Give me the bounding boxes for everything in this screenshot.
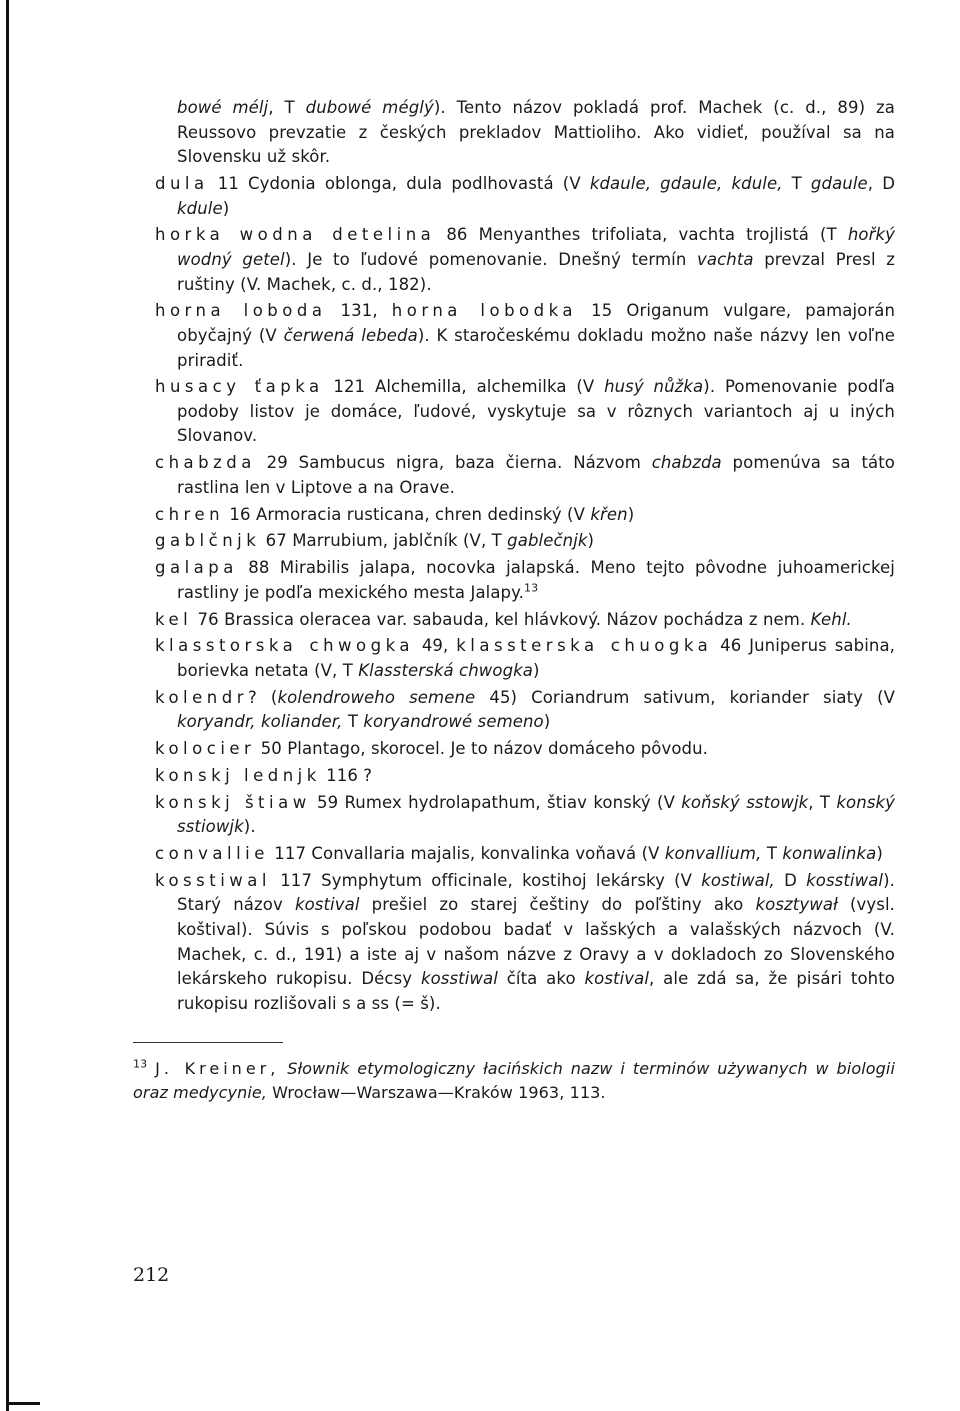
entry-text: 76 Brassica oleracea var. sabauda, kel hlávkový. Názov pochádza z nem. — [192, 609, 811, 629]
entry-text: 86 Menyanthes trifoliata, vachta trojlistá (T — [435, 225, 848, 245]
entry-text: prešiel zo starej češtiny do poľštiny ako — [359, 895, 756, 915]
entry-text: kosstiwal — [806, 870, 884, 890]
page-edge-bar — [6, 0, 9, 1411]
entry-dula — [155, 172, 895, 221]
entry-text: kostiwal, — [701, 870, 775, 890]
entry-headword: kolendr — [155, 687, 249, 707]
entry-text: ). Starý názov — [177, 870, 895, 915]
footnote-marker: 13 — [133, 1058, 148, 1072]
entry-headword: convallie — [155, 844, 269, 864]
entry-text: D — [774, 870, 807, 890]
entry-horka — [155, 223, 895, 297]
entry-text: 59 Rumex hydrolapathum, štiav konský (V — [310, 792, 682, 812]
entry-headword: horna loboda — [155, 301, 327, 321]
entry-text: koryandr, koliander, — [177, 712, 343, 732]
entry-text: ) — [222, 198, 230, 218]
entry-text: 50 Plantago, skorocel. Je to názov domáceho pôvodu. — [255, 739, 709, 759]
entry-text: 121 Alchemilla, alchemilka (V — [323, 377, 605, 397]
entry-text: gablečnjk — [507, 531, 588, 551]
entry-headword: kolocier — [155, 739, 256, 759]
entry-convallie — [155, 842, 895, 867]
entry-kolendr — [155, 686, 895, 735]
entry-headword: husacy ťapka — [155, 377, 324, 397]
entry-text: , T — [268, 98, 306, 117]
entry-text: 117 Symphytum officinale, kostihoj lekársky (V — [271, 870, 702, 890]
entry-konskj_stiaw — [155, 791, 895, 840]
entry-text: pomenúva sa táto rastlina len v Liptove a na Orave. — [177, 453, 895, 497]
footnote-author: J. Kreiner, — [155, 1059, 280, 1079]
entry-kosstiwal — [155, 869, 895, 1017]
entry-text: ). Tento názov pokladá prof. Machek (c. d., 89) za Reussovo prevzatie z českých prekladov Mattioliho. Ako vidieť, používal sa na Slovensku už skôr. — [177, 98, 895, 167]
entry-text: dubowé méglý — [305, 98, 434, 117]
entry-text: 116 ? — [320, 765, 373, 785]
entry-text: ) — [627, 504, 635, 524]
entry-text: ). Pomenovanie podľa podoby listov je domáce, ľudové, vyskytuje sa v rôznych variantoch aj u iných Slovanov. — [177, 377, 895, 446]
entry-text: koryandrowé semeno — [363, 712, 544, 732]
entry-headword: chabzda — [155, 453, 256, 473]
entry-headword: klassterska chuogka — [456, 636, 713, 656]
entry-headword: horna lobodka — [391, 301, 577, 321]
entry-text: 67 Marrubium, jablčník (V, T — [260, 531, 508, 551]
page-edge-corner — [6, 1402, 40, 1405]
entry-gablcnjk — [155, 529, 895, 554]
entry-text: kolendroweho semene — [277, 687, 476, 707]
entry-headword: kel — [155, 609, 193, 629]
entry-text: kosztywał — [755, 895, 838, 915]
entry-galapa — [155, 556, 895, 605]
entry-text: kosstiwal — [420, 969, 498, 989]
page-body — [133, 96, 896, 1105]
entry-text: ) — [543, 712, 551, 732]
entry-klasstorska — [155, 634, 895, 683]
entry-text: čerwená lebeda — [283, 325, 418, 345]
entry-headword: konskj štiaw — [155, 792, 311, 812]
entry-chren — [155, 503, 895, 528]
entry-headword: chren — [155, 504, 225, 524]
entry-text: ). — [243, 817, 256, 837]
entry-headword: konskj lednjk — [155, 765, 321, 785]
entry-text: ? ( — [248, 687, 278, 707]
entry-text: prevzal Presl z ruštiny (V. Machek, c. d., 182). — [177, 249, 895, 294]
entry-text: číta ako — [497, 969, 585, 989]
entry-text: kdule — [177, 198, 223, 218]
entry-text: křen — [590, 504, 628, 524]
entry-text: T — [782, 173, 811, 193]
entry-text: , T — [808, 792, 837, 812]
entry-konskj_lednjk — [155, 764, 895, 789]
entry-kolocier — [155, 737, 895, 762]
entry-text: 45) Coriandrum sativum, koriander siaty (V — [475, 687, 895, 707]
entry-text: kostival — [584, 969, 650, 989]
entry-husacy — [155, 375, 895, 449]
entry-text: Klassterská chwogka — [358, 660, 534, 680]
entry-headword: horka wodna detelina — [155, 225, 436, 245]
footnote-publication: Wrocław—Warszawa—Kraków 1963, 113. — [267, 1083, 606, 1103]
entry-headword: galapa — [155, 558, 238, 578]
entry-text: hořký wodný getel — [177, 225, 895, 269]
footnote-rule — [133, 1042, 283, 1043]
entry-text: ) — [876, 844, 883, 864]
entry-text: ). K staročeskému dokladu možno naše názvy len voľne priradiť. — [177, 325, 895, 370]
entry-text: vachta — [697, 249, 754, 269]
entry-headword: klasstorska chwogka — [155, 636, 414, 656]
entry-text: 16 Armoracia rusticana, chren dedinský (V — [224, 504, 591, 524]
entry-text: konwalinka — [782, 844, 877, 864]
entry-text: husý nůžka — [604, 377, 704, 397]
page-number: 212 — [133, 1264, 170, 1286]
entry-cont_top — [155, 96, 895, 170]
entry-text: (vysl. koštival). Súvis s poľskou podobou badať v lašských a valašských názvoch (V. Machek, c. d., 191) a iste aj v našom názve z Oravy a v dokladoch zo Slovenského lekárskeho rukopisu. Décsy — [177, 895, 895, 989]
entry-text: 15 Origanum vulgare, pamajorán obyčajný (V — [177, 301, 896, 345]
entry-headword: dula — [155, 173, 209, 193]
entry-text: 29 Sambucus nigra, baza čierna. Názvom — [255, 453, 652, 473]
entry-text: T — [342, 712, 364, 732]
entry-text: kostival — [294, 895, 360, 915]
entry-headword: gablčnjk — [155, 531, 261, 551]
entry-kel — [155, 608, 895, 633]
entry-headword: kosstiwal — [155, 870, 271, 890]
entry-text: kdaule, gdaule, kdule, — [589, 173, 783, 193]
entry-text: ) — [587, 531, 595, 551]
entry-text: 11 Cydonia oblonga, dula podlhovastá (V — [208, 173, 590, 193]
entry-text: bowé mélj — [177, 98, 269, 117]
entry-text: , ale zdá sa, že pisári tohto rukopisu rozlišovali s a ss (= š). — [177, 969, 895, 1013]
entry-text: 131, — [326, 301, 392, 321]
entry-text: T — [761, 844, 783, 864]
entry-text: konvallium, — [664, 844, 762, 864]
entry-text: koňský sstowjk — [681, 792, 809, 812]
entry-horna — [155, 299, 895, 373]
entry-text: gdaule — [810, 173, 868, 193]
dictionary-entries — [155, 96, 895, 1016]
entry-text: ). Je to ľudové pomenovanie. Dnešný termín — [284, 249, 698, 269]
entry-text: 49, — [413, 636, 457, 656]
entry-text: 88 Mirabilis jalapa, nocovka jalapská. Meno tejto pôvodne juhoamerickej rastliny je podľa mexického mesta Jalapy. — [177, 558, 895, 602]
entry-text: ) — [533, 660, 540, 680]
footnote-reference: 13 — [523, 581, 539, 595]
entry-text: chabzda — [651, 453, 722, 473]
entry-chabzda — [155, 451, 895, 500]
footnote-title: Słownik etymologiczny łacińskich nazw i terminów używanych w biologii oraz medycynie, — [133, 1059, 896, 1103]
entry-text: konský sstiowjk — [177, 792, 896, 837]
entry-text: 46 Juniperus sabina, borievka netata (V, T — [177, 636, 896, 680]
entry-text: 117 Convallaria majalis, konvalinka voňavá (V — [268, 844, 665, 864]
footnote — [133, 1057, 895, 1105]
entry-text: , D — [867, 173, 896, 193]
entry-text: Kehl. — [810, 609, 852, 629]
